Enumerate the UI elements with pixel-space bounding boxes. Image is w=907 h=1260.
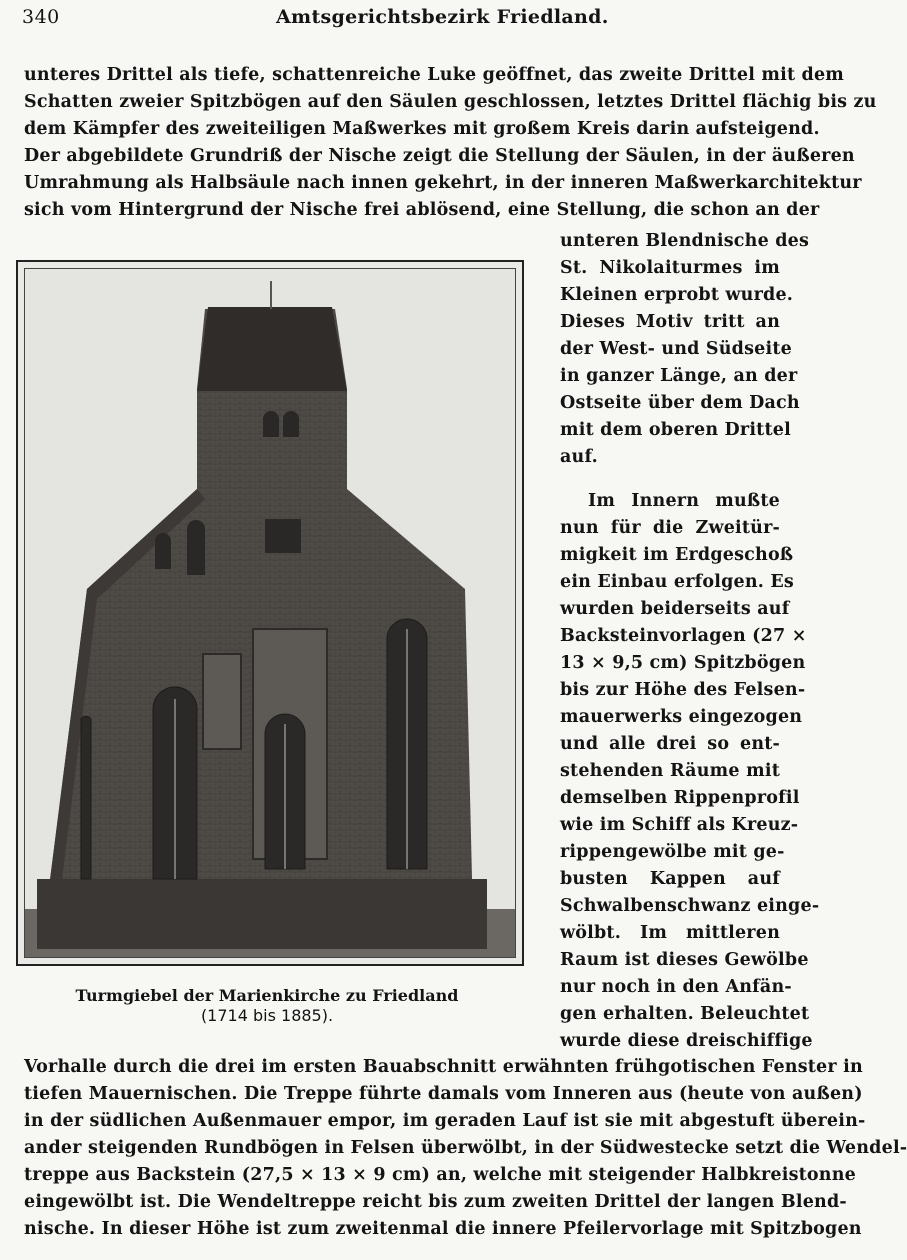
text-line: wie im Schiff als Kreuz- <box>560 815 799 835</box>
text-line: Der abgebildete Grundriß der Nische zeigt die Stellung der Säulen, in der äußeren <box>24 146 855 166</box>
text-line: Backsteinvorlagen (27 × <box>560 626 807 646</box>
text-line: rippengewölbe mit ge- <box>560 842 785 862</box>
text-line: mit dem oberen Drittel <box>560 420 791 440</box>
church-photo-figure <box>16 260 524 966</box>
text-line: migkeit im Erdgeschoß <box>560 545 794 565</box>
church-gable-illustration <box>25 269 515 957</box>
church-photo <box>24 268 516 958</box>
text-line: treppe aus Backstein (27,5 × 13 × 9 cm) an, welche mit steigender Halbkreistonne <box>24 1165 856 1185</box>
text-line: 13 × 9,5 cm) Spitzbögen <box>560 653 806 673</box>
text-line: wurde diese dreischiffige <box>560 1031 813 1051</box>
figure-caption: Turmgiebel der Marienkirche zu Friedland <box>75 986 459 1005</box>
text-line: eingewölbt ist. Die Wendeltreppe reicht bis zum zweiten Drittel der langen Blend- <box>24 1192 847 1212</box>
text-line: nische. In dieser Höhe ist zum zweitenmal die innere Pfeilervorlage mit Spitzbogen <box>24 1219 862 1239</box>
page-header <box>0 6 795 36</box>
text-line: wurden beiderseits auf <box>560 599 790 619</box>
text-line: nur noch in den Anfän- <box>560 977 792 997</box>
text-line: bis zur Höhe des Felsen- <box>560 680 806 700</box>
text-line: wölbt. Im mittleren <box>560 923 780 943</box>
text-line: Kleinen erprobt wurde. <box>560 285 794 305</box>
text-line: mauerwerks eingezogen <box>560 707 803 727</box>
page-number: 340 <box>22 6 60 28</box>
text-line: in der südlichen Außenmauer empor, im geraden Lauf ist sie mit abgestuft überein- <box>24 1111 866 1131</box>
text-line: sich vom Hintergrund der Nische frei ablösend, eine Stellung, die schon an der <box>24 200 820 220</box>
text-line: St. Nikolaiturmes im <box>560 258 780 278</box>
text-line: Umrahmung als Halbsäule nach innen gekehrt, in der inneren Maßwerkarchitektur <box>24 173 862 193</box>
text-line: busten Kappen auf <box>560 869 780 889</box>
text-line: stehenden Räume mit <box>560 761 780 781</box>
text-line: und alle drei so ent- <box>560 734 780 754</box>
text-line: Dieses Motiv tritt an <box>560 312 780 332</box>
text-line: unteres Drittel als tiefe, schattenreiche Luke geöffnet, das zweite Drittel mit dem <box>24 65 845 85</box>
text-line: in ganzer Länge, an der <box>560 366 798 386</box>
text-line: Im Innern mußte <box>588 491 780 511</box>
figure-caption-dates: (1714 bis 1885). <box>200 1006 334 1025</box>
text-line: dem Kämpfer des zweiteiligen Maßwerkes mit großem Kreis darin aufsteigend. <box>24 119 820 139</box>
text-line: der West- und Südseite <box>560 339 792 359</box>
text-line: tiefen Mauernischen. Die Treppe führte damals vom Inneren aus (heute von außen) <box>24 1084 863 1104</box>
text-line: Schwalbenschwanz einge- <box>560 896 820 916</box>
text-line: unteren Blendnische des <box>560 231 810 251</box>
text-line: nun für die Zweitür- <box>560 518 780 538</box>
text-line: ander steigenden Rundbögen in Felsen überwölbt, in der Südwestecke setzt die Wendel- <box>24 1138 907 1158</box>
text-line: Vorhalle durch die drei im ersten Bauabschnitt erwähnten frühgotischen Fenster in <box>24 1057 863 1077</box>
text-line: ein Einbau erfolgen. Es <box>560 572 794 592</box>
text-line: auf. <box>560 447 598 467</box>
text-line: Raum ist dieses Gewölbe <box>560 950 809 970</box>
text-line: gen erhalten. Beleuchtet <box>560 1004 810 1024</box>
text-line: Ostseite über dem Dach <box>560 393 800 413</box>
text-line: Schatten zweier Spitzbögen auf den Säulen geschlossen, letztes Drittel flächig bis zu <box>24 92 877 112</box>
text-line: demselben Rippenprofil <box>560 788 800 808</box>
running-head: Amtsgerichtsbezirk Friedland. <box>276 6 609 28</box>
